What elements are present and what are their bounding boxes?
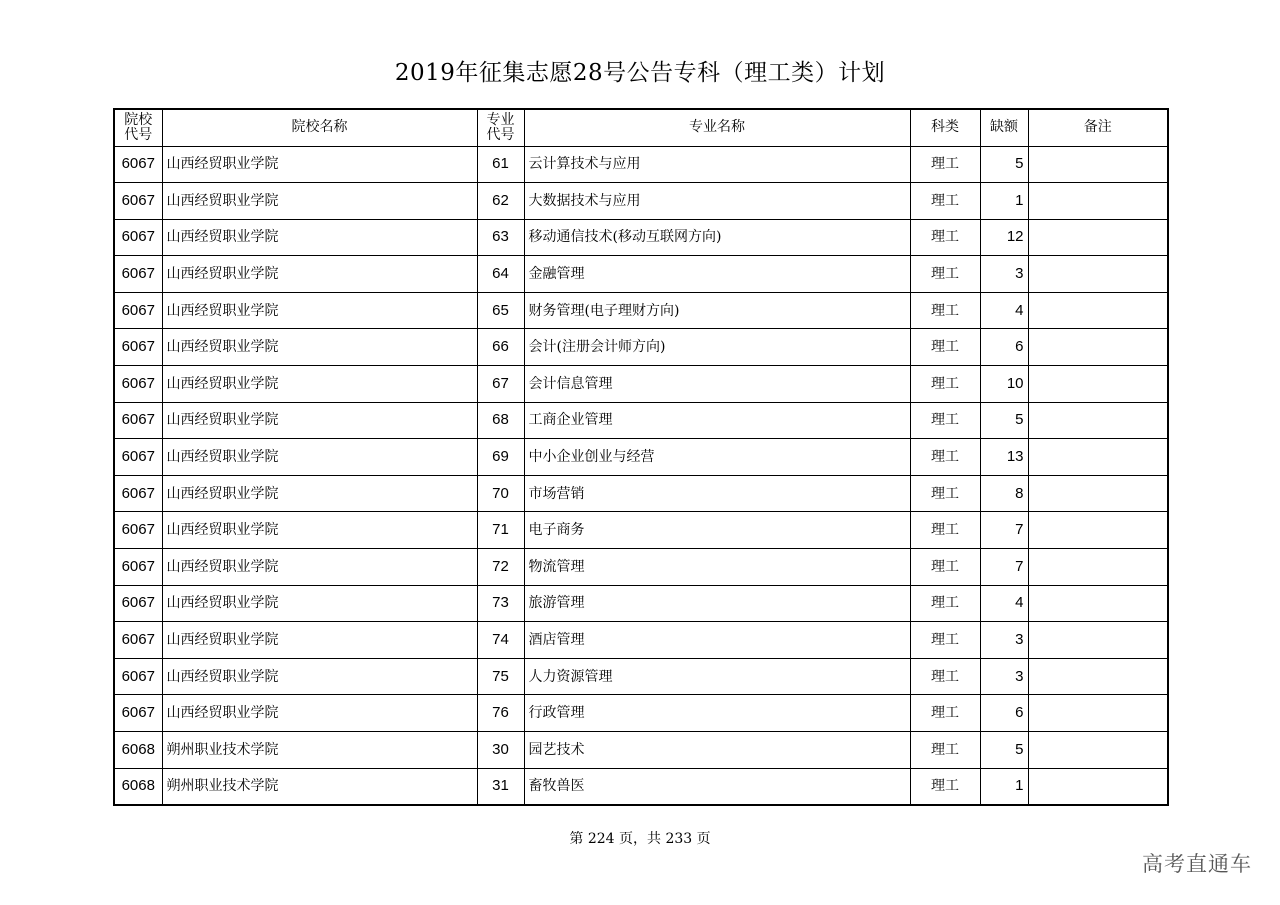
table-row [114,329,1168,366]
major-name-cell: 金融管理 [524,256,910,293]
major-code-cell: 62 [477,183,524,220]
school-code-cell: 6068 [114,768,162,805]
category-cell: 理工 [910,402,980,439]
header-category: 科类 [910,109,980,146]
remark-cell [1028,402,1168,439]
major-name-cell: 人力资源管理 [524,658,910,695]
table-row [114,256,1168,293]
school-code-cell: 6067 [114,549,162,586]
vacancies-cell: 5 [980,402,1028,439]
school-name-cell: 山西经贸职业学院 [162,512,477,549]
category-cell: 理工 [910,732,980,769]
school-name-cell: 山西经贸职业学院 [162,366,477,403]
major-code-cell: 65 [477,292,524,329]
school-name-cell: 朔州职业技术学院 [162,768,477,805]
major-code-cell: 74 [477,622,524,659]
watermark: 高考直通车 [1142,853,1252,876]
major-name-cell: 物流管理 [524,549,910,586]
major-name-cell: 会计(注册会计师方向) [524,329,910,366]
school-name-cell: 山西经贸职业学院 [162,402,477,439]
vacancies-cell: 1 [980,768,1028,805]
vacancies-cell: 4 [980,292,1028,329]
vacancies-cell: 4 [980,585,1028,622]
vacancies-cell: 8 [980,475,1028,512]
remark-cell [1028,622,1168,659]
school-name-cell: 山西经贸职业学院 [162,329,477,366]
school-name-cell: 山西经贸职业学院 [162,219,477,256]
major-name-cell: 中小企业创业与经营 [524,439,910,476]
category-cell: 理工 [910,292,980,329]
table-row [114,439,1168,476]
school-name-cell: 山西经贸职业学院 [162,439,477,476]
category-cell: 理工 [910,219,980,256]
major-name-cell: 财务管理(电子理财方向) [524,292,910,329]
school-name-cell: 山西经贸职业学院 [162,585,477,622]
school-code-cell: 6067 [114,585,162,622]
category-cell: 理工 [910,695,980,732]
vacancies-cell: 7 [980,549,1028,586]
major-code-cell: 75 [477,658,524,695]
remark-cell [1028,549,1168,586]
table-row [114,622,1168,659]
school-name-cell: 朔州职业技术学院 [162,732,477,769]
vacancies-cell: 12 [980,219,1028,256]
vacancies-cell: 3 [980,256,1028,293]
table-row [114,768,1168,805]
school-name-cell: 山西经贸职业学院 [162,146,477,183]
table-row [114,219,1168,256]
major-name-cell: 云计算技术与应用 [524,146,910,183]
remark-cell [1028,219,1168,256]
vacancies-cell: 3 [980,622,1028,659]
major-code-cell: 66 [477,329,524,366]
school-name-cell: 山西经贸职业学院 [162,292,477,329]
header-major-code [477,109,524,146]
remark-cell [1028,732,1168,769]
major-name-cell: 行政管理 [524,695,910,732]
table-row [114,183,1168,220]
table-body [114,146,1168,805]
major-code-cell: 31 [477,768,524,805]
vacancies-cell: 13 [980,439,1028,476]
header-vacancies: 缺额 [980,109,1028,146]
table-row [114,402,1168,439]
remark-cell [1028,695,1168,732]
major-name-cell: 会计信息管理 [524,366,910,403]
major-name-cell: 旅游管理 [524,585,910,622]
header-row [114,109,1168,146]
major-code-cell: 69 [477,439,524,476]
major-code-cell: 61 [477,146,524,183]
category-cell: 理工 [910,146,980,183]
header-remark: 备注 [1028,109,1168,146]
remark-cell [1028,768,1168,805]
header-major-code-line-1: 专业 [486,111,515,128]
vacancies-cell: 1 [980,183,1028,220]
enrollment-plan-table [113,108,1169,806]
remark-cell [1028,658,1168,695]
header-school-code [114,109,162,146]
table-row [114,549,1168,586]
remark-cell [1028,585,1168,622]
table-row [114,475,1168,512]
school-code-cell: 6067 [114,402,162,439]
remark-cell [1028,439,1168,476]
school-code-cell: 6067 [114,512,162,549]
remark-cell [1028,329,1168,366]
major-name-cell: 移动通信技术(移动互联网方向) [524,219,910,256]
category-cell: 理工 [910,366,980,403]
remark-cell [1028,475,1168,512]
school-code-cell: 6067 [114,439,162,476]
remark-cell [1028,512,1168,549]
school-name-cell: 山西经贸职业学院 [162,549,477,586]
category-cell: 理工 [910,512,980,549]
school-code-cell: 6067 [114,695,162,732]
vacancies-cell: 10 [980,366,1028,403]
major-code-cell: 73 [477,585,524,622]
category-cell: 理工 [910,329,980,366]
header-major-name: 专业名称 [524,109,910,146]
major-code-cell: 76 [477,695,524,732]
header-school-name: 院校名称 [162,109,477,146]
table-row [114,585,1168,622]
vacancies-cell: 6 [980,695,1028,732]
category-cell: 理工 [910,585,980,622]
table-row [114,658,1168,695]
vacancies-cell: 5 [980,732,1028,769]
category-cell: 理工 [910,549,980,586]
header-school-code-line-1: 院校 [124,111,153,128]
category-cell: 理工 [910,768,980,805]
table-row [114,512,1168,549]
school-code-cell: 6067 [114,219,162,256]
remark-cell [1028,292,1168,329]
school-code-cell: 6067 [114,146,162,183]
major-code-cell: 71 [477,512,524,549]
remark-cell [1028,183,1168,220]
table-row [114,292,1168,329]
vacancies-cell: 6 [980,329,1028,366]
page-footer: 第 224 页，共 233 页 [569,831,711,847]
vacancies-cell: 7 [980,512,1028,549]
category-cell: 理工 [910,439,980,476]
major-code-cell: 70 [477,475,524,512]
category-cell: 理工 [910,622,980,659]
table-row [114,146,1168,183]
table-row [114,695,1168,732]
school-code-cell: 6068 [114,732,162,769]
school-name-cell: 山西经贸职业学院 [162,658,477,695]
school-code-cell: 6067 [114,366,162,403]
school-name-cell: 山西经贸职业学院 [162,622,477,659]
category-cell: 理工 [910,658,980,695]
table-row [114,366,1168,403]
vacancies-cell: 3 [980,658,1028,695]
category-cell: 理工 [910,475,980,512]
school-name-cell: 山西经贸职业学院 [162,475,477,512]
page-title: 2019年征集志愿28号公告专科（理工类）计划 [394,60,886,86]
remark-cell [1028,256,1168,293]
school-name-cell: 山西经贸职业学院 [162,256,477,293]
major-name-cell: 畜牧兽医 [524,768,910,805]
major-name-cell: 工商企业管理 [524,402,910,439]
school-code-cell: 6067 [114,475,162,512]
major-code-cell: 68 [477,402,524,439]
vacancies-cell: 5 [980,146,1028,183]
school-code-cell: 6067 [114,329,162,366]
school-code-cell: 6067 [114,183,162,220]
header-major-code-line-2: 代号 [486,126,515,143]
school-name-cell: 山西经贸职业学院 [162,183,477,220]
school-code-cell: 6067 [114,622,162,659]
remark-cell [1028,366,1168,403]
school-name-cell: 山西经贸职业学院 [162,695,477,732]
major-name-cell: 园艺技术 [524,732,910,769]
school-code-cell: 6067 [114,256,162,293]
major-code-cell: 72 [477,549,524,586]
major-code-cell: 64 [477,256,524,293]
table-header [114,109,1168,146]
remark-cell [1028,146,1168,183]
header-school-code-line-2: 代号 [124,126,153,143]
school-code-cell: 6067 [114,292,162,329]
major-name-cell: 市场营销 [524,475,910,512]
major-name-cell: 电子商务 [524,512,910,549]
major-code-cell: 67 [477,366,524,403]
category-cell: 理工 [910,183,980,220]
category-cell: 理工 [910,256,980,293]
school-code-cell: 6067 [114,658,162,695]
table-row [114,732,1168,769]
major-code-cell: 30 [477,732,524,769]
major-name-cell: 酒店管理 [524,622,910,659]
major-code-cell: 63 [477,219,524,256]
major-name-cell: 大数据技术与应用 [524,183,910,220]
